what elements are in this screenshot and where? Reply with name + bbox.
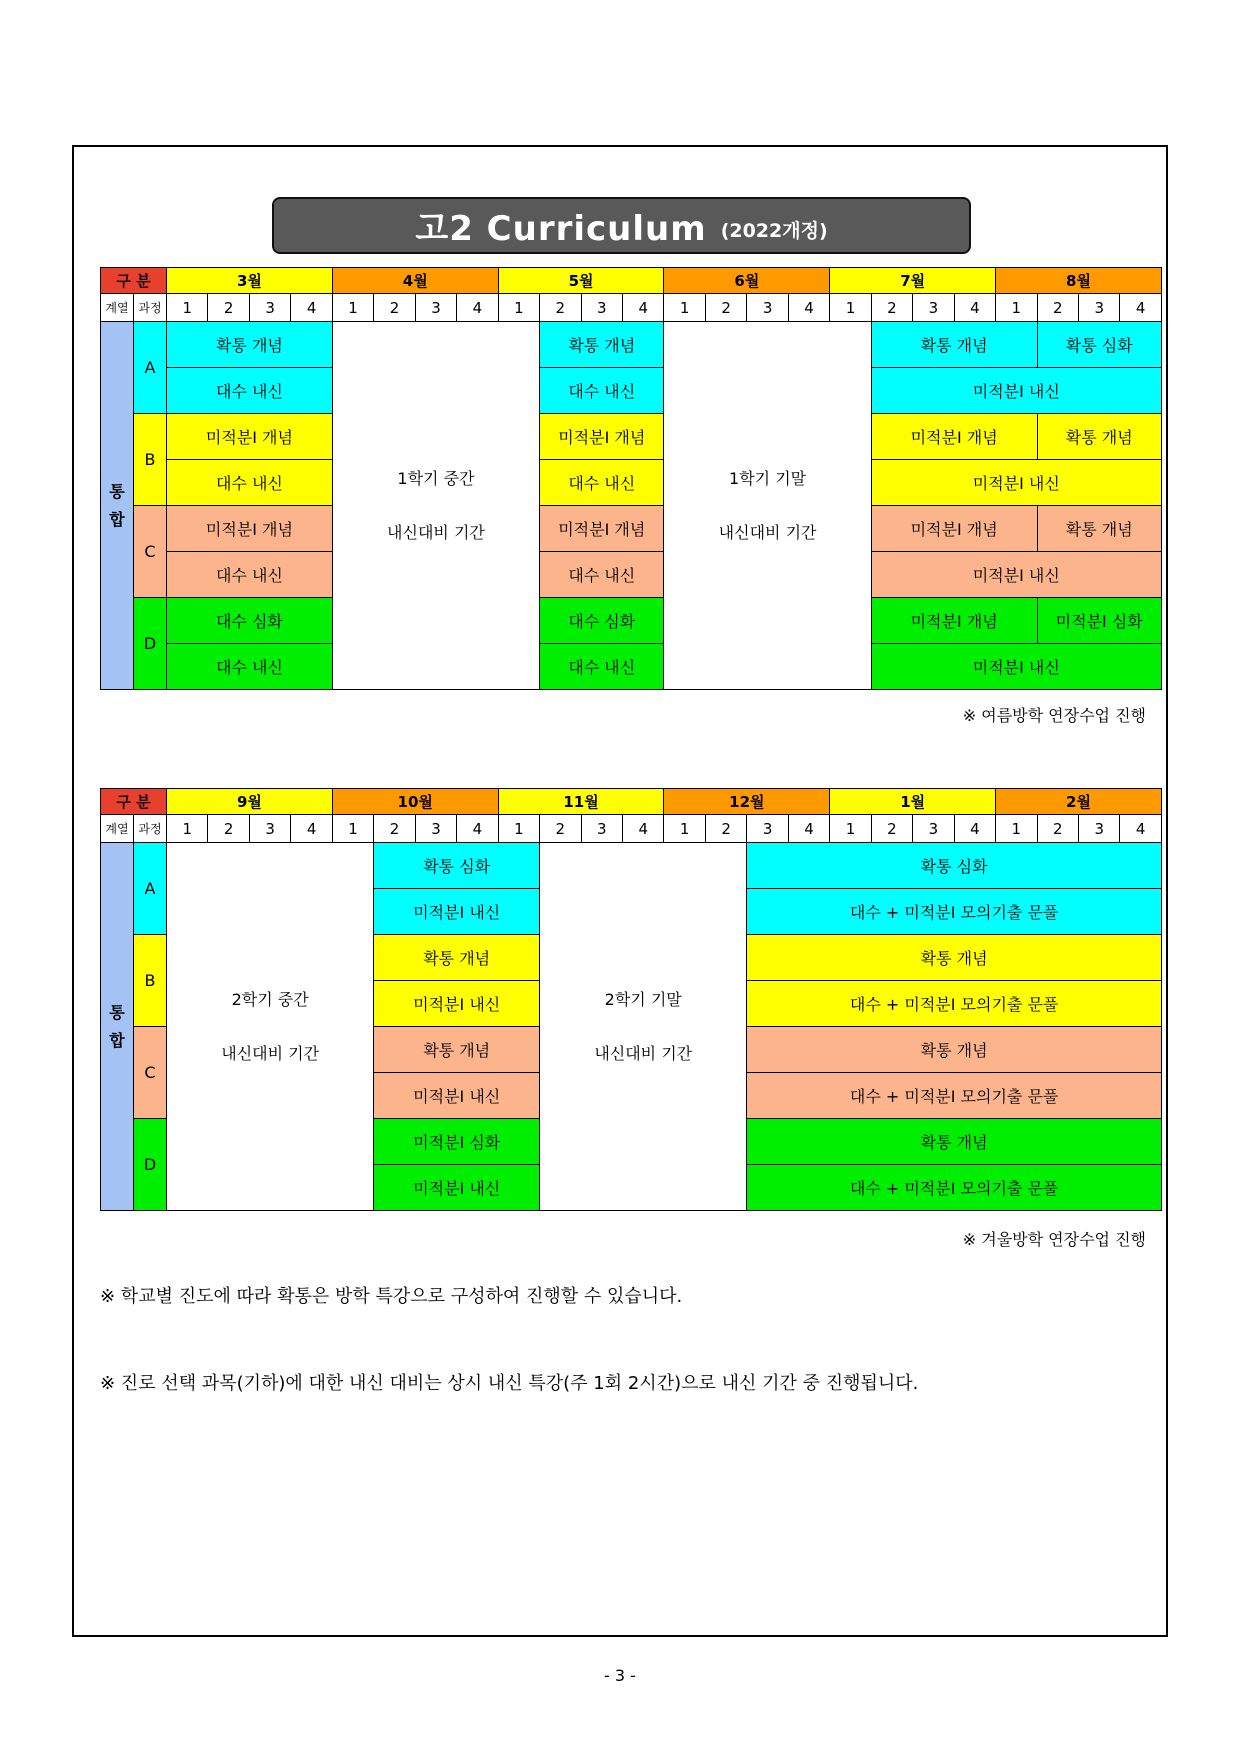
week-number: 2 xyxy=(374,815,415,843)
week-number: 1 xyxy=(996,294,1037,322)
gubun-header: 구 분 xyxy=(101,789,167,815)
week-number: 4 xyxy=(623,294,664,322)
banner-subtitle: (2022개정) xyxy=(720,220,828,242)
integrated-label: 통 합 xyxy=(101,843,134,1211)
course-d-row1 xyxy=(101,598,1162,644)
final-period xyxy=(540,843,747,1211)
week-number: 2 xyxy=(208,294,249,322)
course-label-d: D xyxy=(134,1119,167,1211)
banner-title: 고2 Curriculum xyxy=(415,209,707,249)
notice-text: ※ 진로 선택 과목(기하)에 대한 내신 대비는 상시 내신 특강(주 1회 2시간)으로 내신 기간 중 진행됩니다. xyxy=(100,1373,919,1394)
course-label-a: A xyxy=(134,843,167,935)
gubun-header: 구 분 xyxy=(101,268,167,294)
curriculum-banner xyxy=(272,197,971,254)
week-number: 4 xyxy=(954,294,995,322)
week-number: 1 xyxy=(332,294,373,322)
course-label-a: A xyxy=(134,322,167,414)
course-label-c: C xyxy=(134,506,167,598)
week-number: 3 xyxy=(1078,294,1119,322)
week-number: 1 xyxy=(167,815,208,843)
week-number: 4 xyxy=(954,815,995,843)
cell-d-jul-r1: 미적분Ⅰ 개념 xyxy=(871,598,1037,644)
cell-d-aug-r1: 미적분Ⅰ 심화 xyxy=(1037,598,1161,644)
month-header: 10월 xyxy=(332,789,498,815)
cell-c-aug-r1: 확통 개념 xyxy=(1037,506,1161,552)
week-number: 2 xyxy=(871,815,912,843)
month-header: 6월 xyxy=(664,268,830,294)
cell-a-oct-r2: 미적분Ⅰ 내신 xyxy=(374,889,540,935)
cell-b-jul-r1: 미적분Ⅰ 개념 xyxy=(871,414,1037,460)
cell-d-winter-r2: 대수 + 미적분Ⅰ 모의기출 문풀 xyxy=(747,1165,1162,1211)
week-number: 3 xyxy=(747,294,788,322)
cell-c-mar-r2: 대수 내신 xyxy=(167,552,333,598)
cell-c-oct-r1: 확통 개념 xyxy=(374,1027,540,1073)
week-number: 1 xyxy=(996,815,1037,843)
cell-b-winter-r1: 확통 개념 xyxy=(747,935,1162,981)
week-row xyxy=(101,294,1162,322)
month-header: 4월 xyxy=(332,268,498,294)
cell-d-mar-r2: 대수 내신 xyxy=(167,644,333,690)
week-number: 2 xyxy=(208,815,249,843)
month-row xyxy=(101,789,1162,815)
week-number: 2 xyxy=(871,294,912,322)
month-header: 9월 xyxy=(167,789,333,815)
cell-b-mar-r1: 미적분Ⅰ 개념 xyxy=(167,414,333,460)
cell-d-oct-r2: 미적분Ⅰ 내신 xyxy=(374,1165,540,1211)
week-number: 1 xyxy=(664,815,705,843)
course-label-b: B xyxy=(134,935,167,1027)
cell-a-winter-r1: 확통 심화 xyxy=(747,843,1162,889)
week-number: 1 xyxy=(498,815,539,843)
cell-c-summer-r2: 미적분Ⅰ 내신 xyxy=(871,552,1161,598)
cell-b-summer-r2: 미적분Ⅰ 내신 xyxy=(871,460,1161,506)
week-number: 3 xyxy=(249,294,290,322)
week-number: 1 xyxy=(830,815,871,843)
month-header: 11월 xyxy=(498,789,664,815)
month-header: 7월 xyxy=(830,268,996,294)
month-row xyxy=(101,268,1162,294)
midterm-period xyxy=(332,322,539,690)
cell-c-may-r2: 대수 내신 xyxy=(540,552,664,598)
cell-b-winter-r2: 대수 + 미적분Ⅰ 모의기출 문풀 xyxy=(747,981,1162,1027)
cell-b-mar-r2: 대수 내신 xyxy=(167,460,333,506)
week-number: 4 xyxy=(291,294,332,322)
cell-c-winter-r2: 대수 + 미적분Ⅰ 모의기출 문풀 xyxy=(747,1073,1162,1119)
month-header: 1월 xyxy=(830,789,996,815)
week-number: 4 xyxy=(788,815,829,843)
cell-a-may-r1: 확통 개념 xyxy=(540,322,664,368)
month-header: 3월 xyxy=(167,268,333,294)
cell-c-jul-r1: 미적분Ⅰ 개념 xyxy=(871,506,1037,552)
cell-b-oct-r2: 미적분Ⅰ 내신 xyxy=(374,981,540,1027)
course-a-row1 xyxy=(101,322,1162,368)
week-number: 2 xyxy=(540,294,581,322)
course-label-b: B xyxy=(134,414,167,506)
midterm-period xyxy=(167,843,374,1211)
cell-d-may-r1: 대수 심화 xyxy=(540,598,664,644)
integrated-label: 통 합 xyxy=(101,322,134,690)
cell-d-summer-r2: 미적분Ⅰ 내신 xyxy=(871,644,1161,690)
final-line1: 2학기 기말 xyxy=(604,989,682,1009)
notice-text: ※ 학교별 진도에 따라 확통은 방학 특강으로 구성하여 진행할 수 있습니다. xyxy=(100,1286,683,1307)
midterm-line2: 내신대비 기간 xyxy=(387,522,485,542)
week-number: 3 xyxy=(415,294,456,322)
cell-a-jul-r1: 확통 개념 xyxy=(871,322,1037,368)
week-number: 2 xyxy=(540,815,581,843)
series-label: 계열 xyxy=(101,815,134,843)
course-label: 과정 xyxy=(134,815,167,843)
week-number: 3 xyxy=(581,294,622,322)
final-period xyxy=(664,322,871,690)
week-number: 4 xyxy=(788,294,829,322)
course-b-row2 xyxy=(101,460,1162,506)
cell-c-oct-r2: 미적분Ⅰ 내신 xyxy=(374,1073,540,1119)
final-line2: 내신대비 기간 xyxy=(718,522,817,542)
week-number: 1 xyxy=(167,294,208,322)
week-number: 3 xyxy=(913,815,954,843)
cell-d-winter-r1: 확통 개념 xyxy=(747,1119,1162,1165)
page-number: - 3 - xyxy=(604,1666,636,1685)
cell-d-oct-r1: 미적분Ⅰ 심화 xyxy=(374,1119,540,1165)
summer-note: ※ 여름방학 연장수업 진행 xyxy=(962,706,1146,725)
cell-d-may-r2: 대수 내신 xyxy=(540,644,664,690)
week-number: 1 xyxy=(332,815,373,843)
curriculum-table-semester1 xyxy=(100,267,1162,690)
cell-a-oct-r1: 확통 심화 xyxy=(374,843,540,889)
midterm-line1: 1학기 중간 xyxy=(397,468,475,488)
course-b-row1 xyxy=(101,414,1162,460)
cell-a-aug-r1: 확통 심화 xyxy=(1037,322,1161,368)
midterm-line1: 2학기 중간 xyxy=(231,989,309,1009)
month-header: 2월 xyxy=(996,789,1162,815)
week-number: 2 xyxy=(1037,815,1078,843)
midterm-line2: 내신대비 기간 xyxy=(221,1043,320,1063)
cell-a-summer-r2: 미적분Ⅰ 내신 xyxy=(871,368,1161,414)
week-number: 3 xyxy=(249,815,290,843)
cell-b-may-r2: 대수 내신 xyxy=(540,460,664,506)
week-number: 2 xyxy=(374,294,415,322)
month-header: 5월 xyxy=(498,268,664,294)
cell-c-winter-r1: 확통 개념 xyxy=(747,1027,1162,1073)
week-number: 3 xyxy=(581,815,622,843)
cell-a-mar-r2: 대수 내신 xyxy=(167,368,333,414)
cell-c-may-r1: 미적분Ⅰ 개념 xyxy=(540,506,664,552)
week-row xyxy=(101,815,1162,843)
week-number: 3 xyxy=(1078,815,1119,843)
course-a-row2 xyxy=(101,368,1162,414)
cell-a-mar-r1: 확통 개념 xyxy=(167,322,333,368)
cell-a-winter-r2: 대수 + 미적분Ⅰ 모의기출 문풀 xyxy=(747,889,1162,935)
course-d-row2 xyxy=(101,644,1162,690)
course-label-d: D xyxy=(134,598,167,690)
week-number: 4 xyxy=(1120,294,1161,322)
cell-d-mar-r1: 대수 심화 xyxy=(167,598,333,644)
week-number: 3 xyxy=(747,815,788,843)
curriculum-table-semester2 xyxy=(100,788,1162,1211)
winter-note: ※ 겨울방학 연장수업 진행 xyxy=(962,1230,1146,1249)
month-header: 8월 xyxy=(996,268,1162,294)
week-number: 2 xyxy=(1037,294,1078,322)
cell-b-oct-r1: 확통 개념 xyxy=(374,935,540,981)
course-a-row1 xyxy=(101,843,1162,889)
week-number: 2 xyxy=(705,815,746,843)
week-number: 1 xyxy=(664,294,705,322)
week-number: 4 xyxy=(291,815,332,843)
course-label-c: C xyxy=(134,1027,167,1119)
week-number: 4 xyxy=(457,294,498,322)
month-header: 12월 xyxy=(664,789,830,815)
course-c-row2 xyxy=(101,552,1162,598)
final-line2: 내신대비 기간 xyxy=(594,1043,693,1063)
cell-b-may-r1: 미적분Ⅰ 개념 xyxy=(540,414,664,460)
week-number: 3 xyxy=(913,294,954,322)
week-number: 4 xyxy=(457,815,498,843)
course-c-row1 xyxy=(101,506,1162,552)
final-line1: 1학기 기말 xyxy=(729,468,807,488)
cell-c-mar-r1: 미적분Ⅰ 개념 xyxy=(167,506,333,552)
course-label: 과정 xyxy=(134,294,167,322)
week-number: 1 xyxy=(498,294,539,322)
week-number: 2 xyxy=(705,294,746,322)
week-number: 1 xyxy=(830,294,871,322)
week-number: 3 xyxy=(415,815,456,843)
week-number: 4 xyxy=(1120,815,1161,843)
cell-a-may-r2: 대수 내신 xyxy=(540,368,664,414)
cell-b-aug-r1: 확통 개념 xyxy=(1037,414,1161,460)
week-number: 4 xyxy=(623,815,664,843)
series-label: 계열 xyxy=(101,294,134,322)
